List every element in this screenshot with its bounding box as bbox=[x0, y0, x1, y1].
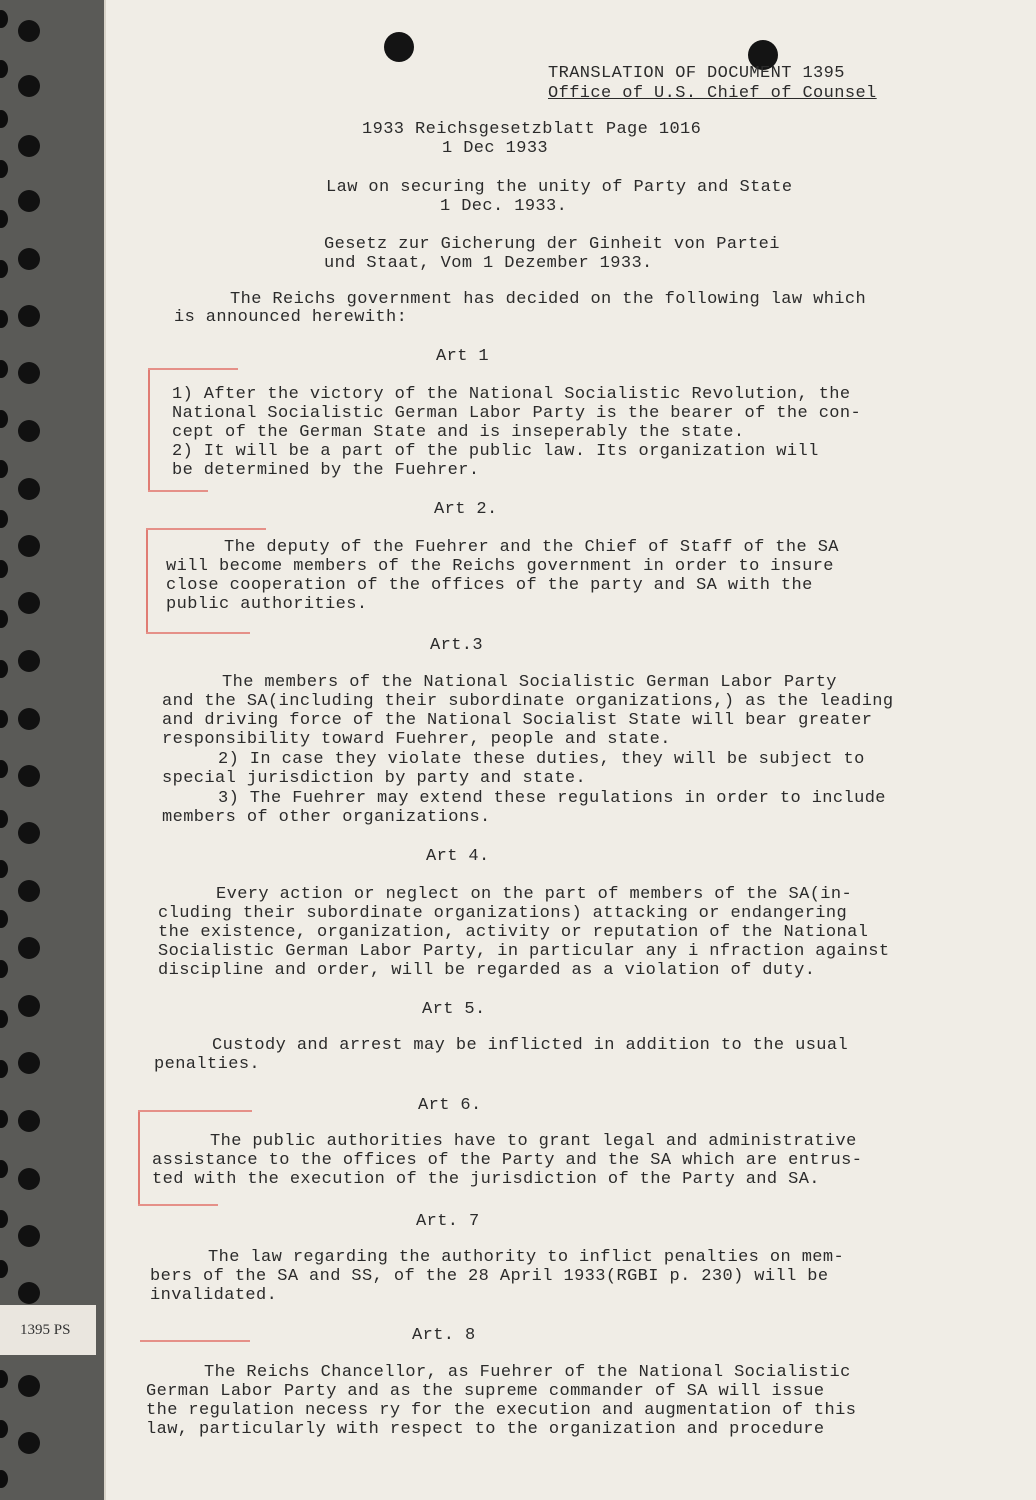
binder-hole bbox=[18, 135, 40, 157]
article-7-line: bers of the SA and SS, of the 28 April 1933(RGBI p. 230) will be bbox=[150, 1267, 829, 1286]
article-1-heading: Art 1 bbox=[436, 347, 490, 366]
header-title: TRANSLATION OF DOCUMENT 1395 bbox=[548, 64, 845, 83]
binder-hole bbox=[18, 20, 40, 42]
article-3-line: 3) The Fuehrer may extend these regulations in order to include bbox=[218, 789, 886, 808]
binder-edge-hole bbox=[0, 60, 8, 78]
binder-edge-hole bbox=[0, 1370, 8, 1388]
binder-hole bbox=[18, 305, 40, 327]
article-2-line: The deputy of the Fuehrer and the Chief of Staff of the SA bbox=[224, 538, 839, 557]
pencil-margin-mark bbox=[148, 490, 208, 492]
binder-edge-hole bbox=[0, 1160, 8, 1178]
article-2-line: public authorities. bbox=[166, 595, 368, 614]
binder-hole bbox=[18, 362, 40, 384]
binder-hole bbox=[18, 75, 40, 97]
title-german-line-1: Gesetz zur Gicherung der Ginheit von Partei bbox=[324, 235, 780, 254]
article-7-line: The law regarding the authority to inflict penalties on mem- bbox=[208, 1248, 845, 1267]
binder-hole bbox=[18, 535, 40, 557]
binder-hole bbox=[18, 880, 40, 902]
binder-edge-hole bbox=[0, 610, 8, 628]
header-office: Office of U.S. Chief of Counsel bbox=[548, 84, 877, 103]
binder-edge-hole bbox=[0, 1110, 8, 1128]
article-5-line: Custody and arrest may be inflicted in addition to the usual bbox=[212, 1036, 849, 1055]
punch-hole bbox=[384, 32, 414, 62]
binder-edge-hole bbox=[0, 1260, 8, 1278]
article-4-line: cluding their subordinate organizations) attacking or endangering bbox=[158, 904, 848, 923]
preamble-line-2: is announced herewith: bbox=[174, 308, 408, 327]
binder-edge-hole bbox=[0, 10, 8, 28]
binder-edge-hole bbox=[0, 560, 8, 578]
binder-edge-hole bbox=[0, 110, 8, 128]
binder-hole bbox=[18, 1375, 40, 1397]
article-8-line: German Labor Party and as the supreme commander of SA will issue bbox=[146, 1382, 825, 1401]
binder-edge-hole bbox=[0, 1010, 8, 1028]
title-german-line-2: und Staat, Vom 1 Dezember 1933. bbox=[324, 254, 653, 273]
article-6-line: ted with the execution of the jurisdiction of the Party and SA. bbox=[152, 1170, 820, 1189]
article-2-line: will become members of the Reichs government in order to insure bbox=[166, 557, 834, 576]
article-1-line: cept of the German State and is inseperably the state. bbox=[172, 423, 745, 442]
pencil-margin-mark bbox=[138, 1110, 252, 1112]
pencil-margin-mark bbox=[146, 528, 148, 634]
binder-edge-hole bbox=[0, 460, 8, 478]
article-8-line: The Reichs Chancellor, as Fuehrer of the National Socialistic bbox=[204, 1363, 851, 1382]
binder-edge-hole bbox=[0, 810, 8, 828]
binder-hole bbox=[18, 822, 40, 844]
binder-edge-hole bbox=[0, 1060, 8, 1078]
article-8-line: the regulation necess ry for the execution and augmentation of this bbox=[146, 1401, 857, 1420]
title-english-line-1: Law on securing the unity of Party and State bbox=[326, 178, 793, 197]
pencil-margin-mark bbox=[138, 1204, 218, 1206]
binder-edge-hole bbox=[0, 910, 8, 928]
binder-edge-hole bbox=[0, 760, 8, 778]
pencil-margin-mark bbox=[138, 1110, 140, 1206]
article-3-line: The members of the National Socialistic German Labor Party bbox=[222, 673, 837, 692]
article-1-line: 2) It will be a part of the public law. Its organization will bbox=[172, 442, 819, 461]
article-5-line: penalties. bbox=[154, 1055, 261, 1074]
pencil-margin-mark bbox=[148, 368, 238, 370]
binder-hole bbox=[18, 248, 40, 270]
citation-line-1: 1933 Reichsgesetzblatt Page 1016 bbox=[362, 120, 702, 139]
article-1-line: be determined by the Fuehrer. bbox=[172, 461, 480, 480]
binder-hole bbox=[18, 592, 40, 614]
article-5-heading: Art 5. bbox=[422, 1000, 486, 1019]
binder-hole bbox=[18, 995, 40, 1017]
title-english-line-2: 1 Dec. 1933. bbox=[440, 197, 568, 216]
binder-edge-hole bbox=[0, 260, 8, 278]
binder-hole bbox=[18, 190, 40, 212]
binder-strip bbox=[0, 0, 104, 1500]
binder-edge-hole bbox=[0, 310, 8, 328]
article-3-line: and driving force of the National Socialist State will bear greater bbox=[162, 711, 873, 730]
binder-hole bbox=[18, 765, 40, 787]
binder-edge-hole bbox=[0, 1470, 8, 1488]
article-3-line: members of other organizations. bbox=[162, 808, 491, 827]
binder-edge-hole bbox=[0, 410, 8, 428]
article-4-line: the existence, organization, activity or reputation of the National bbox=[158, 923, 869, 942]
preamble-line-1: The Reichs government has decided on the following law which bbox=[230, 290, 867, 309]
article-1-line: National Socialistic German Labor Party is the bearer of the con- bbox=[172, 404, 862, 423]
binder-edge-hole bbox=[0, 660, 8, 678]
binder-edge-hole bbox=[0, 360, 8, 378]
document-page bbox=[104, 0, 1036, 1500]
article-6-heading: Art 6. bbox=[418, 1096, 482, 1115]
article-1-line: 1) After the victory of the National Socialistic Revolution, the bbox=[172, 385, 851, 404]
article-3-heading: Art.3 bbox=[430, 636, 484, 655]
article-4-heading: Art 4. bbox=[426, 847, 490, 866]
article-3-line: 2) In case they violate these duties, they will be subject to bbox=[218, 750, 865, 769]
pencil-margin-mark bbox=[146, 528, 266, 530]
binder-hole bbox=[18, 1282, 40, 1304]
binder-hole bbox=[18, 1110, 40, 1132]
pencil-margin-mark bbox=[148, 368, 150, 492]
article-2-line: close cooperation of the offices of the party and SA with the bbox=[166, 576, 813, 595]
binder-edge-hole bbox=[0, 510, 8, 528]
binder-hole bbox=[18, 1168, 40, 1190]
binder-hole bbox=[18, 1052, 40, 1074]
article-4-line: discipline and order, will be regarded as a violation of duty. bbox=[158, 961, 816, 980]
binder-hole bbox=[18, 420, 40, 442]
article-7-heading: Art. 7 bbox=[416, 1212, 480, 1231]
article-4-line: Socialistic German Labor Party, in particular any i nfraction against bbox=[158, 942, 890, 961]
side-label: 1395 PS bbox=[0, 1305, 96, 1355]
article-3-line: responsibility toward Fuehrer, people and state. bbox=[162, 730, 671, 749]
binder-hole bbox=[18, 708, 40, 730]
binder-edge-hole bbox=[0, 1420, 8, 1438]
citation-line-2: 1 Dec 1933 bbox=[442, 139, 549, 158]
binder-edge-hole bbox=[0, 860, 8, 878]
article-2-heading: Art 2. bbox=[434, 500, 498, 519]
article-4-line: Every action or neglect on the part of members of the SA(in- bbox=[216, 885, 853, 904]
article-6-line: The public authorities have to grant legal and administrative bbox=[210, 1132, 857, 1151]
binder-edge-hole bbox=[0, 710, 8, 728]
pencil-margin-mark bbox=[140, 1340, 250, 1342]
binder-hole bbox=[18, 1225, 40, 1247]
binder-hole bbox=[18, 650, 40, 672]
binder-edge-hole bbox=[0, 1210, 8, 1228]
article-8-line: law, particularly with respect to the organization and procedure bbox=[146, 1420, 825, 1439]
binder-edge-hole bbox=[0, 960, 8, 978]
pencil-margin-mark bbox=[146, 632, 250, 634]
article-8-heading: Art. 8 bbox=[412, 1326, 476, 1345]
binder-hole bbox=[18, 1432, 40, 1454]
article-3-line: special jurisdiction by party and state. bbox=[162, 769, 587, 788]
binder-edge-hole bbox=[0, 160, 8, 178]
article-3-line: and the SA(including their subordinate organizations,) as the leading bbox=[162, 692, 894, 711]
article-7-line: invalidated. bbox=[150, 1286, 278, 1305]
binder-hole bbox=[18, 937, 40, 959]
binder-edge-hole bbox=[0, 210, 8, 228]
article-6-line: assistance to the offices of the Party and the SA which are entrus- bbox=[152, 1151, 863, 1170]
binder-hole bbox=[18, 478, 40, 500]
